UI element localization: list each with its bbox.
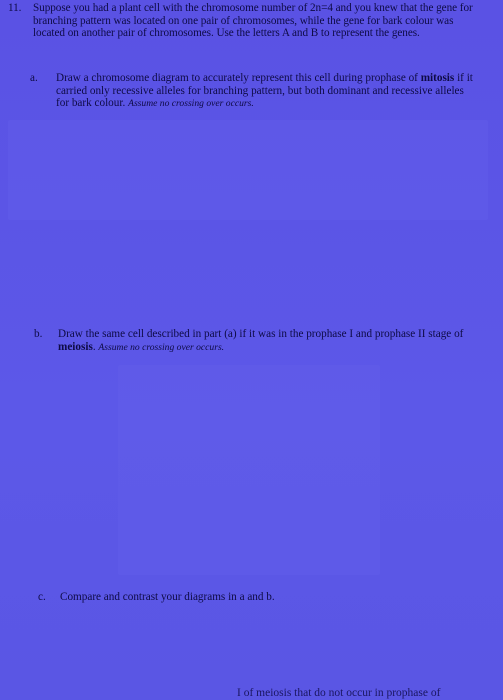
part-b-bold: meiosis (58, 340, 93, 353)
part-a (30, 72, 475, 111)
footer-cutoff-text: I of meiosis that do not occur in prophase of (237, 687, 441, 699)
part-a-text-2: if it carried only recessive alleles for branching pattern, but both dominant and recessive alleles for bark colour. (56, 72, 473, 110)
part-a-text (56, 72, 475, 111)
question-number: 11. (8, 2, 22, 14)
part-b-text-2: . (92, 340, 99, 353)
part-b-text (58, 328, 494, 354)
part-b (34, 328, 494, 354)
question-text: Suppose you had a plant cell with the chromosome number of 2n=4 and you knew that the gene for branching pattern was located on one pair of chromosomes, while the gene for bark colour was located on another pair of chromosomes. Use the letters A and B to represent the genes. (33, 2, 473, 40)
part-a-letter: a. (30, 72, 38, 84)
part-c-letter: c. (38, 591, 46, 603)
part-b-text-1: Draw the same cell described in part (a) if it was in the prophase I and prophase II stage of (58, 328, 464, 340)
question-11 (8, 2, 478, 40)
part-c (38, 591, 478, 604)
answer-area-b (118, 365, 380, 575)
part-a-italic: Assume no crossing over occurs. (128, 98, 254, 110)
part-b-letter: b. (34, 328, 43, 340)
part-c-text: Compare and contrast your diagrams in a and b. (60, 591, 275, 603)
part-a-text-1: Draw a chromosome diagram to accurately represent this cell during prophase of (56, 72, 418, 84)
part-b-italic: Assume no crossing over occurs. (98, 341, 225, 353)
answer-area-a (8, 120, 488, 220)
part-a-bold: mitosis (420, 72, 455, 84)
